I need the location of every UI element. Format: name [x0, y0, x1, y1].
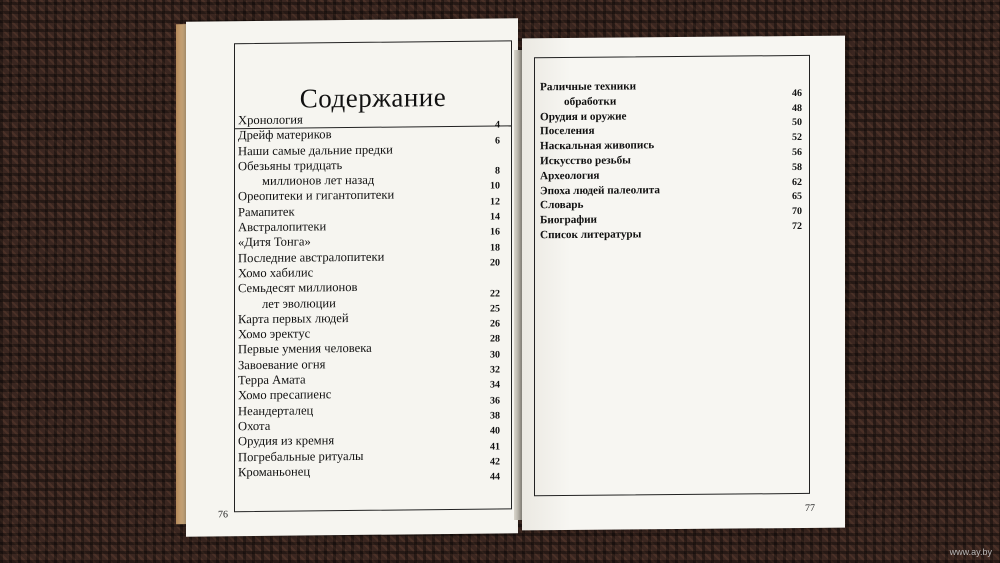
entry-page-number: 70: [792, 206, 802, 218]
entry-title: Биографии: [540, 213, 597, 227]
entry-title: «Дитя Тонга»: [238, 234, 311, 250]
entry-title: Орудия и оружие: [540, 110, 627, 123]
entry-title: Ореопитеки и гигантопитеки: [238, 188, 395, 204]
entry-title: Австралопитеки: [238, 219, 327, 235]
left-page-number: 76: [218, 509, 228, 521]
right-page: [522, 36, 845, 531]
entry-page-number: 40: [490, 425, 500, 437]
entry-title: Погребальные ритуалы: [238, 448, 364, 464]
entry-page-number: 50: [792, 117, 802, 129]
entry-title: Хомо эректус: [238, 326, 311, 342]
left-page: [186, 18, 518, 536]
entry-title: Неандерталец: [238, 403, 314, 418]
entry-title: Наши самые дальние предки: [238, 142, 393, 158]
entry-title: Искусство резьбы: [540, 154, 631, 168]
entry-page-number: 25: [490, 303, 500, 315]
entry-page-number: 44: [490, 471, 500, 483]
entry-title: Завоевание огня: [238, 357, 326, 372]
right-contents-list: [540, 78, 802, 243]
entry-title: Рамапитек: [238, 204, 295, 219]
entry-title: [238, 478, 500, 496]
entry-title-continued: миллионов лет назад: [262, 172, 375, 189]
entry-page-number: 52: [792, 132, 802, 144]
entry-page-number: 65: [792, 191, 802, 203]
entry-title: Последние австралопитеки: [238, 249, 385, 265]
entry-page-number: 58: [792, 161, 802, 173]
entry-title: Семьдесят миллионов: [238, 280, 358, 296]
entry-title: Словарь: [540, 199, 584, 212]
contents-entry: [238, 156, 500, 189]
entry-page-number: 18: [490, 242, 500, 254]
entry-title-continued: обработки: [564, 95, 617, 108]
entry-title: Поселения: [540, 125, 595, 138]
entry-page-number: 56: [792, 146, 802, 159]
entry-title: Раличные техники: [540, 80, 637, 94]
entry-page-number: 62: [792, 176, 802, 188]
entry-page-number: 16: [490, 226, 500, 238]
entry-page-number: 12: [490, 196, 500, 208]
entry-title: Хомо пресапиенс: [238, 387, 332, 403]
entry-page-number: 26: [490, 318, 500, 330]
entry-page-number: 72: [792, 220, 802, 233]
entry-title: Карта первых людей: [238, 310, 349, 327]
entry-title: Хомо хабилис: [238, 265, 314, 281]
entry-title: Наскальная живопись: [540, 139, 655, 153]
entry-title: Дрейф материков: [238, 127, 332, 143]
contents-entry: [238, 279, 500, 312]
entry-title-continued: лет эволюции: [262, 295, 336, 311]
entry-page-number: 10: [490, 180, 500, 193]
entry-title: Первые умения человека: [238, 341, 372, 357]
contents-entry: [540, 78, 802, 110]
entry-page-number: 46: [792, 87, 802, 99]
entry-title: Кроманьонец: [238, 464, 311, 480]
entry-page-number: 30: [490, 349, 500, 361]
entry-page-number: 36: [490, 395, 500, 407]
entry-title: Терра Амата: [238, 372, 306, 388]
entry-page-number: 28: [490, 333, 500, 346]
entry-page-number: 41: [490, 440, 500, 453]
entry-page-number: 32: [490, 364, 500, 376]
entry-page-number: 6: [495, 135, 500, 147]
entry-title: Эпоха людей палеолита: [540, 183, 661, 197]
entry-title: Охота: [238, 418, 271, 434]
entry-page-number: 38: [490, 410, 500, 422]
entry-page-number: 42: [490, 456, 500, 468]
entry-page-number: 8: [495, 165, 500, 177]
entry-title: Хронология: [238, 112, 303, 128]
left-contents-list: [238, 110, 500, 495]
entry-title: Орудия из кремня: [238, 433, 335, 449]
right-page-number: 77: [805, 502, 815, 514]
entry-page-number: 48: [792, 102, 802, 114]
watermark: www.ay.by: [949, 547, 992, 557]
entry-title: Археология: [540, 169, 600, 183]
entry-page-number: 4: [495, 119, 500, 131]
entry-title: Список литературы: [540, 228, 642, 242]
entry-page-number: 20: [490, 257, 500, 269]
entry-page-number: 14: [490, 211, 500, 223]
entry-page-number: 34: [490, 379, 500, 391]
entry-title: Обезьяны тридцать: [238, 157, 343, 174]
contents-title: Содержание: [299, 82, 447, 114]
entry-page-number: 22: [490, 288, 500, 300]
